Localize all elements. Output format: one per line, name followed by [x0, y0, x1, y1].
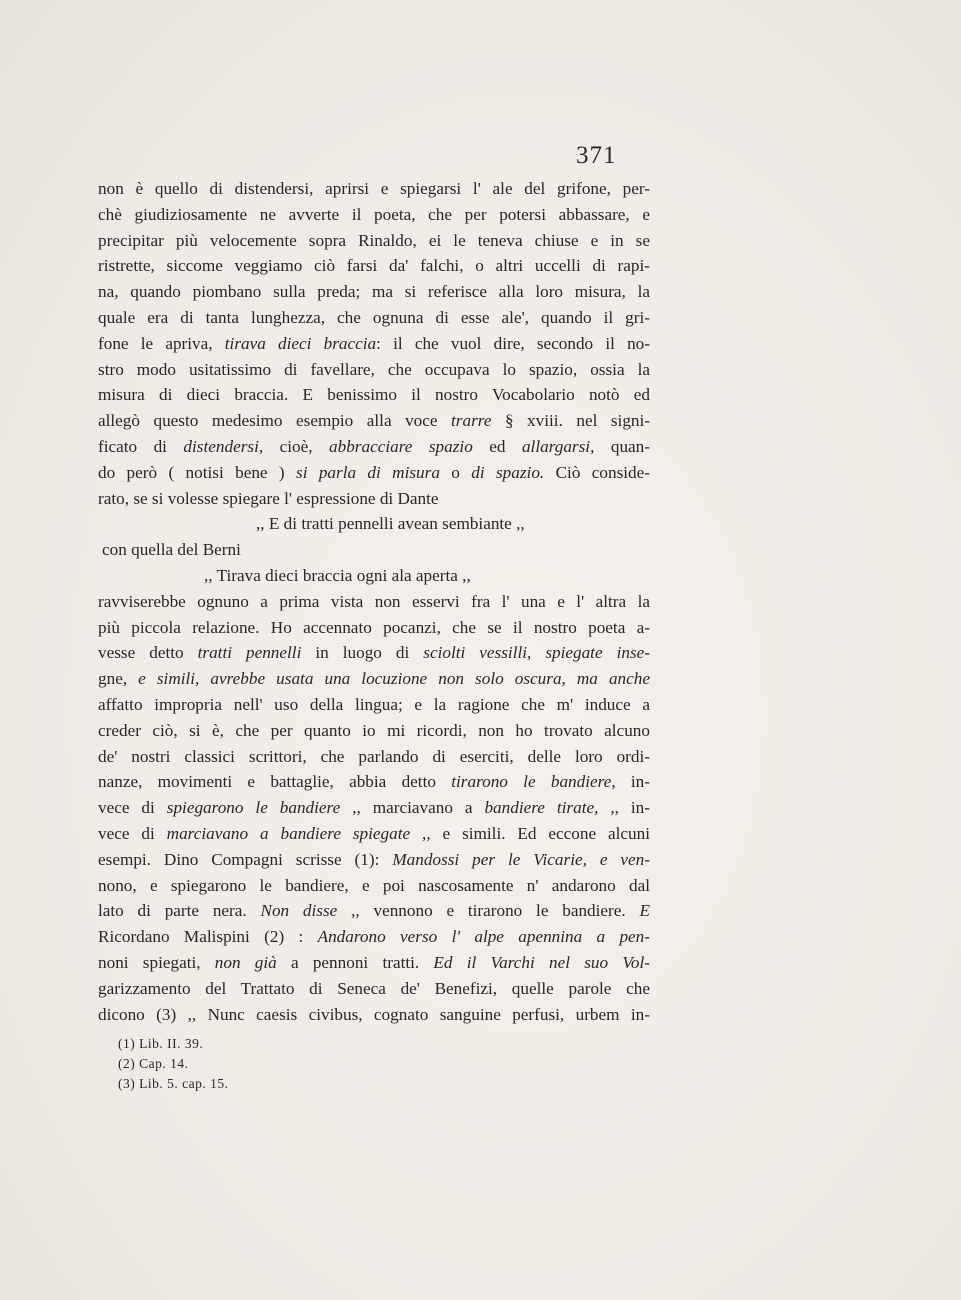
text-segment: nono, e spiegarono le bandiere, e poi nascosamente n' andarono dal	[98, 875, 650, 895]
text-line	[98, 408, 650, 434]
text-segment: in-	[615, 772, 651, 792]
text-segment: ed	[472, 436, 522, 456]
text-segment: noni spiegati,	[98, 952, 201, 972]
italic-text: tirarono le bandiere,	[451, 772, 616, 792]
italic-text: abbracciare spazio	[329, 436, 473, 456]
text-line	[98, 1002, 650, 1028]
footnote: (2) Cap. 14.	[118, 1056, 189, 1071]
text-segment: vece di	[98, 798, 167, 818]
text-segment: esempi. Dino Compagni scrisse (1):	[98, 849, 393, 869]
text-segment: § xviii. nel signi-	[491, 411, 651, 431]
italic-text: bandiere tirate,	[484, 798, 599, 818]
italic-text: tirava dieci braccia	[224, 333, 377, 353]
text-segment: misura di dieci braccia. E benissimo il nostro Vocabolario notò ed	[98, 385, 650, 405]
text-segment: na, quando piombano sulla preda; ma si referisce alla loro misura, la	[98, 282, 650, 302]
italic-text: Andarono verso l' alpe apennina a pen-	[317, 927, 650, 947]
text-line	[98, 460, 650, 486]
italic-text: si parla di misura	[296, 462, 440, 482]
text-line	[98, 382, 650, 408]
text-segment: ,, Tirava dieci braccia ogni ala aperta ,,	[204, 565, 471, 585]
text-line	[98, 769, 650, 795]
italic-text: non già	[200, 952, 291, 972]
footnotes	[118, 1034, 418, 1094]
text-segment: con quella del Berni	[102, 540, 241, 560]
text-segment: o	[439, 462, 472, 482]
italic-text: sciolti vessilli, spiegate inse-	[423, 643, 651, 663]
text-line	[98, 640, 650, 666]
text-segment: nanze, movimenti e battaglie, abbia detto	[98, 772, 452, 792]
text-line	[98, 511, 650, 537]
text-segment: ,, e simili. Ed eccone alcuni	[410, 823, 651, 843]
italic-text: Mandossi per le Vicarie, e ven-	[392, 849, 650, 869]
text-segment: quale era di tanta lunghezza, che ognuna di esse ale', quando il gri-	[98, 307, 650, 327]
text-line	[98, 279, 650, 305]
text-segment: ficato di	[98, 436, 184, 456]
text-line	[98, 744, 650, 770]
page-number: 371	[576, 142, 617, 169]
text-line	[98, 976, 650, 1002]
text-segment: stro modo usitatissimo di favellare, che occupava lo spazio, ossia la	[98, 359, 650, 379]
text-segment: Ciò conside-	[544, 462, 651, 482]
italic-text: Non disse ,,	[246, 901, 374, 921]
italic-text: marciavano a bandiere spiegate	[166, 823, 411, 843]
italic-text: allargarsi,	[521, 436, 595, 456]
text-segment: più piccola relazione. Ho accennato pocanzi, che se il nostro poeta a-	[98, 617, 650, 637]
text-line	[98, 486, 650, 512]
italic-text: E	[625, 901, 651, 921]
text-segment: cioè,	[263, 436, 330, 456]
text-line	[98, 898, 650, 924]
text-segment: gne,	[98, 669, 128, 689]
text-line	[98, 305, 650, 331]
text-segment: allegò questo medesimo esempio alla voce	[98, 411, 452, 431]
text-line	[98, 615, 650, 641]
italic-text: tratti pennelli	[197, 643, 302, 663]
text-segment: ravviserebbe ognuno a prima vista non esservi fra l' una e l' altra la	[98, 591, 650, 611]
text-line	[98, 821, 650, 847]
text-line	[98, 950, 650, 976]
text-segment: dicono (3) ,, Nunc caesis civibus, cognato sanguine perfusi, urbem in-	[98, 1004, 650, 1024]
text-line	[98, 847, 650, 873]
text-segment: vesse detto	[98, 643, 198, 663]
text-line	[98, 537, 650, 563]
text-segment: vece di	[98, 823, 167, 843]
text-segment: precipitar più velocemente sopra Rinaldo, ei le teneva chiuse e in se	[98, 230, 650, 250]
text-line	[98, 873, 650, 899]
italic-text: Ed il Varchi nel suo Vol-	[419, 952, 650, 972]
text-segment: : il che vuol dire, secondo il no-	[376, 333, 650, 353]
body-text	[98, 176, 650, 1027]
italic-text: e simili, avrebbe usata una locuzione non solo oscura, ma anche	[127, 669, 650, 689]
text-line	[98, 228, 650, 254]
text-segment: ,, E di tratti pennelli avean sembiante ,,	[256, 514, 525, 534]
text-segment: a pennoni tratti.	[290, 952, 420, 972]
text-segment: ,, marciavano a	[340, 798, 485, 818]
text-line	[98, 434, 650, 460]
text-line	[98, 666, 650, 692]
text-segment: quan-	[594, 436, 650, 456]
text-segment: garizzamento del Trattato di Seneca de' Benefizi, quelle parole che	[98, 978, 650, 998]
text-segment: ristrette, siccome veggiamo ciò farsi da' falchi, o altri uccelli di rapi-	[98, 256, 650, 276]
text-line	[98, 357, 650, 383]
text-line	[98, 589, 650, 615]
text-segment: Ricordano Malispini (2) :	[98, 927, 318, 947]
text-segment: chè giudiziosamente ne avverte il poeta, che per potersi abbassare, e	[98, 204, 650, 224]
text-segment: affatto impropria nell' uso della lingua; e la ragione che m' induce a	[98, 694, 650, 714]
italic-text: distendersi,	[183, 436, 264, 456]
text-line	[98, 795, 650, 821]
text-line	[98, 692, 650, 718]
text-segment: ,, in-	[598, 798, 650, 818]
italic-text: trarre	[451, 411, 492, 431]
text-segment: rato, se si volesse spiegare l' espressione di Dante	[98, 488, 439, 508]
text-segment: creder ciò, si è, che per quanto io mi ricordi, non ho trovato alcuno	[98, 720, 650, 740]
text-segment: do però ( notisi bene )	[98, 462, 296, 482]
text-segment: vennono e tirarono le bandiere.	[373, 901, 626, 921]
italic-text: spiegarono le bandiere	[166, 798, 341, 818]
text-line	[98, 202, 650, 228]
text-segment: fone le apriva,	[98, 333, 225, 353]
text-segment: in luogo di	[301, 643, 424, 663]
text-segment: lato di parte nera.	[98, 901, 247, 921]
italic-text: di spazio.	[471, 462, 545, 482]
text-line	[98, 253, 650, 279]
footnote: (3) Lib. 5. cap. 15.	[118, 1076, 229, 1091]
text-line	[98, 924, 650, 950]
text-line	[98, 176, 650, 202]
text-line	[98, 563, 650, 589]
text-line	[98, 718, 650, 744]
text-segment: non è quello di distendersi, aprirsi e spiegarsi l' ale del grifone, per-	[98, 179, 650, 198]
text-segment: de' nostri classici scrittori, che parlando di eserciti, delle loro ordi-	[98, 746, 650, 766]
footnote: (1) Lib. II. 39.	[118, 1036, 204, 1051]
text-line	[98, 331, 650, 357]
